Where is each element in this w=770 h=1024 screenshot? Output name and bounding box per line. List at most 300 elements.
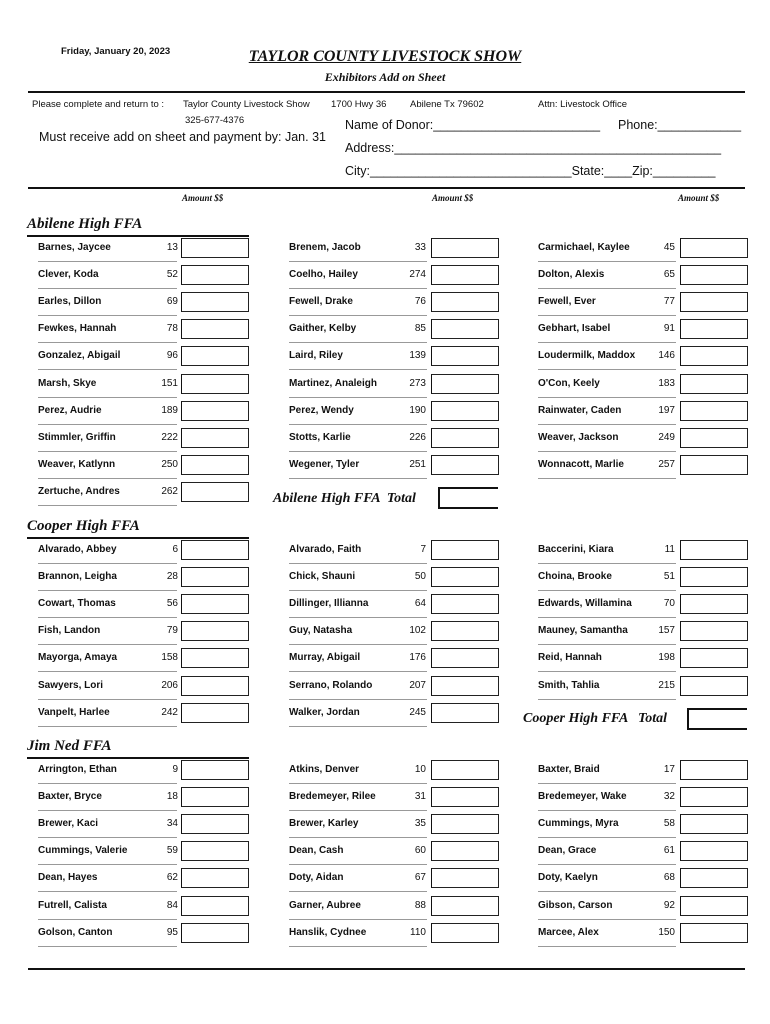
row-underline bbox=[289, 478, 427, 479]
exhibitor-number: 18 bbox=[166, 791, 178, 803]
exhibitor-name: Hanslik, Cydnee bbox=[289, 926, 367, 938]
exhibitor-number: 34 bbox=[166, 818, 178, 830]
exhibitor-number: 146 bbox=[658, 350, 675, 362]
exhibitor-number: 59 bbox=[166, 845, 178, 857]
exhibitor-name: Wegener, Tyler bbox=[289, 458, 360, 470]
amount-input-box[interactable] bbox=[680, 265, 748, 285]
page-title: TAYLOR COUNTY LIVESTOCK SHOW bbox=[248, 48, 522, 65]
row-underline bbox=[538, 699, 676, 700]
exhibitor-number: 79 bbox=[166, 625, 178, 637]
row-underline bbox=[289, 424, 427, 425]
exhibitor-row bbox=[538, 346, 748, 370]
amount-input-box[interactable] bbox=[680, 319, 748, 339]
donor-city-field[interactable]: City:_____________________________State:____Zip:_________ bbox=[345, 164, 716, 178]
exhibitor-name: Earles, Dillon bbox=[38, 296, 102, 308]
row-underline bbox=[289, 369, 427, 370]
exhibitor-name: Alvarado, Faith bbox=[289, 544, 362, 555]
exhibitor-name: Smith, Tahlia bbox=[538, 679, 600, 691]
row-underline bbox=[538, 342, 676, 343]
exhibitor-number: 76 bbox=[414, 296, 426, 308]
row-underline bbox=[289, 342, 427, 343]
exhibitor-number: 273 bbox=[409, 377, 426, 389]
exhibitor-number: 206 bbox=[161, 679, 178, 691]
header-divider bbox=[28, 91, 745, 93]
row-underline bbox=[289, 810, 427, 811]
exhibitor-row bbox=[38, 923, 249, 947]
exhibitor-row bbox=[289, 401, 499, 425]
amount-input-box[interactable] bbox=[680, 292, 748, 312]
amount-input-box[interactable] bbox=[181, 455, 249, 475]
exhibitor-row bbox=[289, 567, 499, 591]
exhibitor-row bbox=[538, 265, 748, 289]
org-city: Abilene Tx 79602 bbox=[410, 99, 484, 110]
exhibitor-row bbox=[38, 676, 249, 700]
exhibitor-row bbox=[538, 787, 748, 811]
row-underline bbox=[289, 783, 427, 784]
exhibitor-number: 11 bbox=[664, 544, 675, 555]
amount-input-box[interactable] bbox=[680, 567, 748, 587]
exhibitor-name: Doty, Kaelyn bbox=[538, 872, 598, 884]
row-underline bbox=[538, 315, 676, 316]
row-underline bbox=[289, 261, 427, 262]
exhibitor-row bbox=[289, 923, 499, 947]
exhibitor-row bbox=[289, 703, 499, 727]
exhibitor-number: 32 bbox=[663, 791, 675, 803]
exhibitor-name: Chick, Shauni bbox=[289, 571, 356, 583]
exhibitor-number: 96 bbox=[166, 350, 178, 362]
exhibitor-name: Gonzalez, Abigail bbox=[38, 350, 121, 362]
exhibitor-row bbox=[38, 455, 249, 479]
exhibitor-name: Brannon, Leigha bbox=[38, 571, 117, 583]
total-box-abilene[interactable] bbox=[438, 487, 498, 509]
amount-input-box[interactable] bbox=[431, 868, 499, 888]
exhibitor-number: 60 bbox=[414, 845, 426, 857]
row-underline bbox=[38, 783, 177, 784]
exhibitor-number: 70 bbox=[663, 598, 675, 610]
exhibitor-row bbox=[38, 346, 249, 370]
exhibitor-name: Baccerini, Kiara bbox=[538, 544, 614, 555]
amount-input-box[interactable] bbox=[680, 896, 748, 916]
exhibitor-name: Gebhart, Isabel bbox=[538, 323, 611, 335]
amount-input-box[interactable] bbox=[181, 760, 249, 780]
exhibitor-name: Marcee, Alex bbox=[538, 926, 599, 938]
amount-input-box[interactable] bbox=[181, 401, 249, 421]
row-underline bbox=[38, 590, 177, 591]
amount-input-box[interactable] bbox=[431, 841, 499, 861]
donor-address-field[interactable]: Address:_______________________________________________ bbox=[345, 141, 722, 155]
page-subtitle: Exhibitors Add on Sheet bbox=[324, 70, 446, 84]
exhibitor-name: Walker, Jordan bbox=[289, 706, 360, 718]
row-underline bbox=[289, 397, 427, 398]
amount-input-box[interactable] bbox=[181, 346, 249, 366]
exhibitor-row bbox=[289, 428, 499, 452]
total-label-cooper: Cooper High FFA Total bbox=[523, 711, 668, 726]
exhibitor-name: Zertuche, Andres bbox=[38, 485, 120, 497]
exhibitor-name: Fish, Landon bbox=[38, 625, 101, 637]
exhibitor-row bbox=[289, 676, 499, 700]
exhibitor-row bbox=[38, 814, 249, 838]
amount-input-box[interactable] bbox=[181, 841, 249, 861]
exhibitor-name: Atkins, Denver bbox=[289, 764, 360, 775]
section-title-jimned: Jim Ned FFA bbox=[27, 738, 112, 754]
amount-input-box[interactable] bbox=[680, 787, 748, 807]
exhibitor-row bbox=[538, 760, 748, 784]
exhibitor-name: Mauney, Samantha bbox=[538, 625, 628, 637]
fields-divider bbox=[28, 187, 745, 189]
amount-input-box[interactable] bbox=[431, 896, 499, 916]
amount-input-box[interactable] bbox=[431, 346, 499, 366]
amount-input-box[interactable] bbox=[181, 567, 249, 587]
row-underline bbox=[38, 342, 177, 343]
exhibitor-row bbox=[38, 540, 249, 564]
donor-phone-field[interactable]: Phone:____________ bbox=[618, 118, 742, 132]
row-underline bbox=[289, 644, 427, 645]
exhibitor-row bbox=[538, 896, 748, 920]
amount-input-box[interactable] bbox=[680, 455, 748, 475]
exhibitor-number: 250 bbox=[161, 458, 178, 470]
exhibitor-name: Fewell, Ever bbox=[538, 296, 596, 308]
row-underline bbox=[538, 288, 676, 289]
amount-input-box[interactable] bbox=[680, 346, 748, 366]
exhibitor-row bbox=[289, 265, 499, 289]
section-underline-cooper bbox=[27, 537, 249, 539]
exhibitor-row bbox=[289, 868, 499, 892]
exhibitor-name: Stimmler, Griffin bbox=[38, 431, 116, 443]
amount-input-box[interactable] bbox=[431, 760, 499, 780]
exhibitor-number: 92 bbox=[663, 899, 675, 911]
exhibitor-number: 51 bbox=[663, 571, 675, 583]
amount-input-box[interactable] bbox=[431, 923, 499, 943]
amount-input-box[interactable] bbox=[181, 374, 249, 394]
exhibitor-row bbox=[38, 265, 249, 289]
section-underline-jimned bbox=[27, 757, 249, 759]
exhibitor-number: 45 bbox=[663, 242, 675, 253]
exhibitor-row bbox=[38, 621, 249, 645]
amount-input-box[interactable] bbox=[680, 401, 748, 421]
exhibitor-number: 10 bbox=[414, 764, 426, 775]
amount-input-box[interactable] bbox=[680, 621, 748, 641]
exhibitor-number: 102 bbox=[409, 625, 426, 637]
exhibitor-row bbox=[289, 346, 499, 370]
exhibitor-name: Choina, Brooke bbox=[538, 571, 612, 583]
exhibitor-row bbox=[538, 868, 748, 892]
amount-input-box[interactable] bbox=[431, 648, 499, 668]
exhibitor-name: O'Con, Keely bbox=[538, 377, 600, 389]
amount-input-box[interactable] bbox=[181, 676, 249, 696]
amount-input-box[interactable] bbox=[680, 594, 748, 614]
exhibitor-name: Carmichael, Kaylee bbox=[538, 242, 630, 253]
amount-input-box[interactable] bbox=[431, 428, 499, 448]
exhibitor-name: Baxter, Bryce bbox=[38, 791, 102, 803]
amount-input-box[interactable] bbox=[431, 703, 499, 723]
amount-input-box[interactable] bbox=[181, 923, 249, 943]
exhibitor-number: 274 bbox=[409, 269, 426, 281]
exhibitor-name: Brenem, Jacob bbox=[289, 242, 361, 253]
row-underline bbox=[38, 369, 177, 370]
amount-input-box[interactable] bbox=[680, 814, 748, 834]
row-underline bbox=[538, 424, 676, 425]
exhibitor-name: Alvarado, Abbey bbox=[38, 544, 117, 555]
amount-input-box[interactable] bbox=[431, 374, 499, 394]
amount-header-3: Amount $$ bbox=[678, 193, 720, 203]
amount-input-box[interactable] bbox=[181, 787, 249, 807]
row-underline bbox=[289, 617, 427, 618]
exhibitor-number: 242 bbox=[161, 706, 178, 718]
row-underline bbox=[38, 726, 177, 727]
row-underline bbox=[538, 671, 676, 672]
row-underline bbox=[38, 946, 177, 947]
exhibitor-number: 33 bbox=[414, 242, 426, 253]
amount-input-box[interactable] bbox=[431, 814, 499, 834]
exhibitor-name: Baxter, Braid bbox=[538, 764, 600, 775]
exhibitor-name: Doty, Aidan bbox=[289, 872, 344, 884]
row-underline bbox=[289, 919, 427, 920]
amount-input-box[interactable] bbox=[181, 540, 249, 560]
exhibitor-name: Marsh, Skye bbox=[38, 377, 97, 389]
amount-input-box[interactable] bbox=[431, 787, 499, 807]
row-underline bbox=[538, 563, 676, 564]
amount-input-box[interactable] bbox=[181, 868, 249, 888]
row-underline bbox=[538, 891, 676, 892]
exhibitor-row bbox=[289, 319, 499, 343]
row-underline bbox=[38, 505, 177, 506]
amount-input-box[interactable] bbox=[680, 841, 748, 861]
section-title-cooper: Cooper High FFA bbox=[27, 518, 140, 534]
amount-input-box[interactable] bbox=[431, 238, 499, 258]
amount-input-box[interactable] bbox=[181, 896, 249, 916]
amount-input-box[interactable] bbox=[181, 594, 249, 614]
exhibitor-row bbox=[38, 238, 249, 262]
exhibitor-number: 78 bbox=[166, 323, 178, 335]
exhibitor-name: Dolton, Alexis bbox=[538, 269, 605, 281]
exhibitor-name: Bredemeyer, Rilee bbox=[289, 791, 376, 803]
row-underline bbox=[38, 288, 177, 289]
row-underline bbox=[38, 864, 177, 865]
amount-input-box[interactable] bbox=[680, 923, 748, 943]
exhibitor-row bbox=[289, 540, 499, 564]
amount-input-box[interactable] bbox=[181, 814, 249, 834]
exhibitor-row bbox=[538, 374, 748, 398]
amount-input-box[interactable] bbox=[680, 868, 748, 888]
exhibitor-number: 150 bbox=[658, 926, 675, 938]
section-underline-abilene bbox=[27, 235, 249, 237]
exhibitor-name: Weaver, Jackson bbox=[538, 431, 619, 443]
row-underline bbox=[538, 369, 676, 370]
amount-input-box[interactable] bbox=[431, 540, 499, 560]
amount-input-box[interactable] bbox=[680, 648, 748, 668]
exhibitor-row bbox=[38, 401, 249, 425]
row-underline bbox=[38, 837, 177, 838]
exhibitor-row bbox=[538, 540, 748, 564]
exhibitor-row bbox=[38, 567, 249, 591]
row-underline bbox=[38, 397, 177, 398]
org-address: 1700 Hwy 36 bbox=[331, 99, 387, 110]
exhibitor-row bbox=[38, 841, 249, 865]
amount-input-box[interactable] bbox=[181, 703, 249, 723]
row-underline bbox=[38, 451, 177, 452]
exhibitor-row bbox=[538, 401, 748, 425]
exhibitor-name: Cummings, Valerie bbox=[38, 845, 128, 857]
amount-input-box[interactable] bbox=[431, 567, 499, 587]
exhibitor-number: 35 bbox=[414, 818, 426, 830]
amount-input-box[interactable] bbox=[181, 648, 249, 668]
exhibitor-row bbox=[538, 292, 748, 316]
exhibitor-number: 85 bbox=[414, 323, 426, 335]
exhibitor-row bbox=[289, 292, 499, 316]
amount-input-box[interactable] bbox=[431, 594, 499, 614]
row-underline bbox=[538, 261, 676, 262]
exhibitor-name: Martinez, Analeigh bbox=[289, 377, 377, 389]
exhibitor-name: Fewell, Drake bbox=[289, 296, 353, 308]
total-box-cooper[interactable] bbox=[687, 708, 747, 730]
amount-input-box[interactable] bbox=[181, 482, 249, 502]
row-underline bbox=[38, 699, 177, 700]
amount-input-box[interactable] bbox=[181, 292, 249, 312]
exhibitor-row bbox=[38, 896, 249, 920]
exhibitor-number: 91 bbox=[663, 323, 675, 335]
exhibitor-name: Wonnacott, Marlie bbox=[538, 458, 624, 470]
amount-input-box[interactable] bbox=[431, 319, 499, 339]
amount-input-box[interactable] bbox=[181, 238, 249, 258]
exhibitor-name: Dillinger, Illianna bbox=[289, 598, 369, 610]
exhibitor-number: 56 bbox=[166, 598, 178, 610]
row-underline bbox=[538, 919, 676, 920]
exhibitor-name: Murray, Abigail bbox=[289, 652, 361, 664]
exhibitor-number: 262 bbox=[161, 485, 178, 497]
amount-input-box[interactable] bbox=[431, 676, 499, 696]
exhibitor-row bbox=[38, 868, 249, 892]
exhibitor-row bbox=[538, 428, 748, 452]
amount-input-box[interactable] bbox=[680, 760, 748, 780]
row-underline bbox=[38, 810, 177, 811]
exhibitor-row bbox=[38, 319, 249, 343]
exhibitor-name: Arrington, Ethan bbox=[38, 764, 117, 775]
exhibitor-name: Edwards, Willamina bbox=[538, 598, 632, 610]
row-underline bbox=[538, 783, 676, 784]
row-underline bbox=[538, 644, 676, 645]
exhibitor-number: 226 bbox=[409, 431, 426, 443]
exhibitor-number: 64 bbox=[414, 598, 426, 610]
amount-input-box[interactable] bbox=[181, 319, 249, 339]
exhibitor-number: 52 bbox=[166, 269, 178, 281]
amount-input-box[interactable] bbox=[680, 428, 748, 448]
row-underline bbox=[38, 315, 177, 316]
amount-input-box[interactable] bbox=[431, 455, 499, 475]
row-underline bbox=[289, 671, 427, 672]
deadline-note: Must receive add on sheet and payment by: Jan. 31 bbox=[39, 130, 326, 144]
exhibitor-number: 157 bbox=[658, 625, 675, 637]
amount-input-box[interactable] bbox=[680, 676, 748, 696]
section-title-abilene: Abilene High FFA bbox=[27, 216, 143, 232]
exhibitor-name: Cummings, Myra bbox=[538, 818, 619, 830]
row-underline bbox=[38, 644, 177, 645]
exhibitor-number: 28 bbox=[166, 571, 178, 583]
footer-divider bbox=[28, 968, 745, 970]
exhibitor-number: 95 bbox=[166, 926, 178, 938]
exhibitor-row bbox=[289, 841, 499, 865]
exhibitor-row bbox=[538, 319, 748, 343]
exhibitor-name: Gaither, Kelby bbox=[289, 323, 357, 335]
exhibitor-name: Guy, Natasha bbox=[289, 625, 353, 637]
exhibitor-row bbox=[538, 621, 748, 645]
exhibitor-row bbox=[289, 814, 499, 838]
amount-input-box[interactable] bbox=[181, 428, 249, 448]
row-underline bbox=[538, 397, 676, 398]
exhibitor-number: 198 bbox=[658, 652, 675, 664]
row-underline bbox=[289, 946, 427, 947]
exhibitor-row bbox=[289, 787, 499, 811]
row-underline bbox=[538, 478, 676, 479]
exhibitor-name: Cowart, Thomas bbox=[38, 598, 116, 610]
exhibitor-row bbox=[38, 374, 249, 398]
exhibitor-row bbox=[38, 292, 249, 316]
amount-header-1: Amount $$ bbox=[182, 193, 224, 203]
exhibitor-name: Bredemeyer, Wake bbox=[538, 791, 627, 803]
exhibitor-name: Barnes, Jaycee bbox=[38, 242, 111, 253]
amount-input-box[interactable] bbox=[680, 374, 748, 394]
exhibitor-name: Stotts, Karlie bbox=[289, 431, 351, 443]
exhibitor-row bbox=[538, 676, 748, 700]
total-label-abilene: Abilene High FFA Total bbox=[273, 491, 416, 506]
exhibitor-row bbox=[538, 238, 748, 262]
amount-input-box[interactable] bbox=[431, 265, 499, 285]
exhibitor-name: Garner, Aubree bbox=[289, 899, 361, 911]
amount-input-box[interactable] bbox=[431, 401, 499, 421]
donor-name-field[interactable]: Name of Donor:________________________ bbox=[345, 118, 601, 132]
row-underline bbox=[289, 315, 427, 316]
amount-input-box[interactable] bbox=[181, 265, 249, 285]
exhibitor-name: Serrano, Rolando bbox=[289, 679, 373, 691]
row-underline bbox=[289, 563, 427, 564]
exhibitor-row bbox=[538, 567, 748, 591]
row-underline bbox=[38, 617, 177, 618]
exhibitor-row bbox=[38, 428, 249, 452]
return-prefix: Please complete and return to : bbox=[32, 99, 165, 110]
amount-input-box[interactable] bbox=[181, 621, 249, 641]
exhibitor-number: 6 bbox=[172, 544, 178, 555]
exhibitor-number: 190 bbox=[409, 404, 426, 416]
org-phone: 325-677-4376 bbox=[185, 115, 245, 126]
exhibitor-name: Weaver, Katlynn bbox=[38, 458, 116, 470]
exhibitor-number: 84 bbox=[166, 899, 178, 911]
exhibitor-row bbox=[289, 648, 499, 672]
exhibitor-name: Perez, Wendy bbox=[289, 404, 354, 416]
attn-label: Attn: Livestock Office bbox=[538, 99, 628, 110]
row-underline bbox=[289, 837, 427, 838]
exhibitor-number: 31 bbox=[414, 791, 426, 803]
exhibitor-number: 257 bbox=[658, 458, 675, 470]
exhibitor-name: Brewer, Kaci bbox=[38, 818, 99, 830]
exhibitor-name: Laird, Riley bbox=[289, 350, 343, 362]
exhibitor-number: 88 bbox=[414, 899, 426, 911]
row-underline bbox=[538, 837, 676, 838]
amount-input-box[interactable] bbox=[431, 292, 499, 312]
row-underline bbox=[289, 891, 427, 892]
row-underline bbox=[289, 288, 427, 289]
exhibitor-row bbox=[289, 374, 499, 398]
amount-input-box[interactable] bbox=[680, 540, 748, 560]
exhibitor-number: 222 bbox=[161, 431, 178, 443]
row-underline bbox=[538, 617, 676, 618]
exhibitor-name: Mayorga, Amaya bbox=[38, 652, 118, 664]
amount-input-box[interactable] bbox=[431, 621, 499, 641]
exhibitor-number: 68 bbox=[663, 872, 675, 884]
exhibitor-name: Futrell, Calista bbox=[38, 899, 107, 911]
row-underline bbox=[289, 726, 427, 727]
amount-input-box[interactable] bbox=[680, 238, 748, 258]
row-underline bbox=[538, 946, 676, 947]
exhibitor-name: Dean, Hayes bbox=[38, 872, 98, 884]
